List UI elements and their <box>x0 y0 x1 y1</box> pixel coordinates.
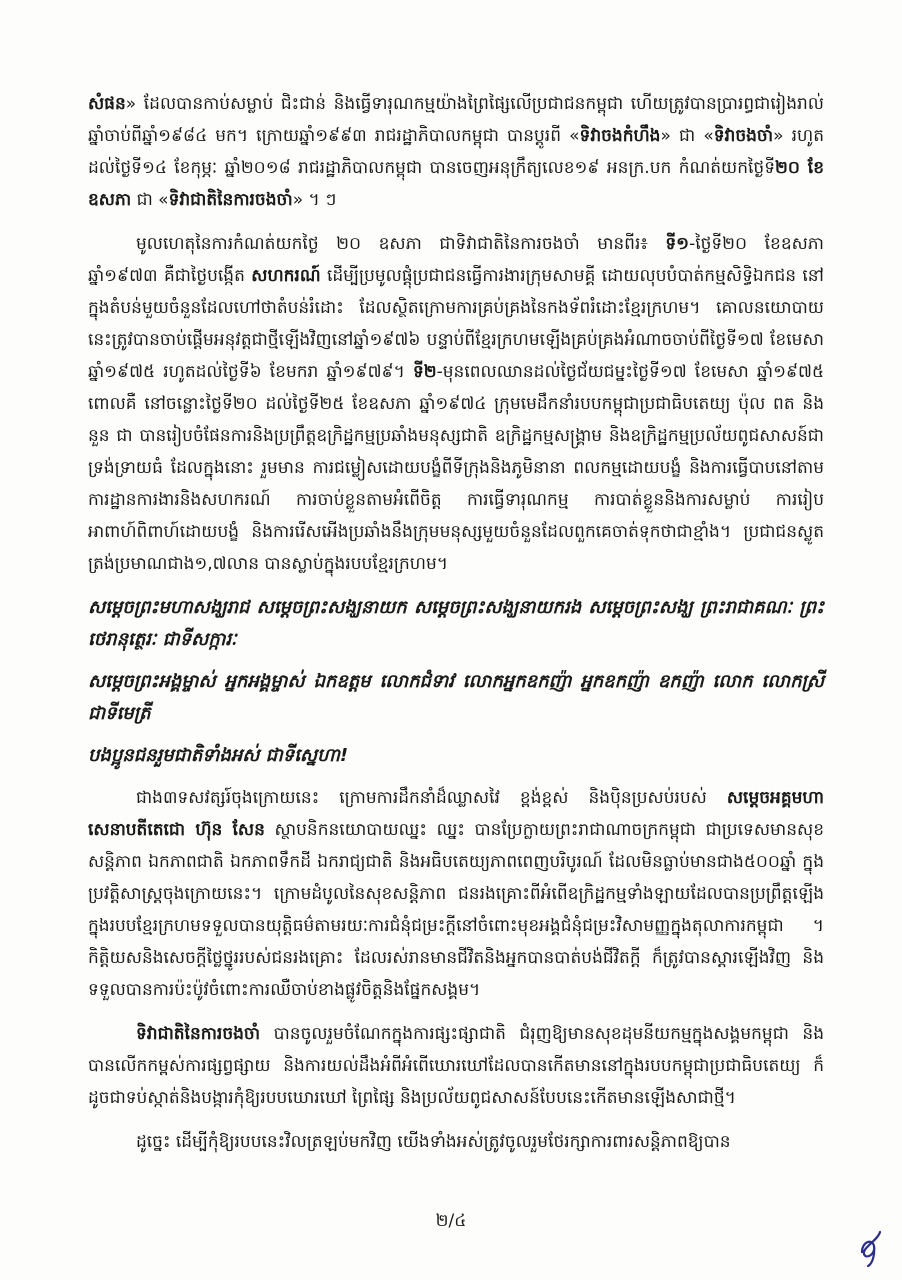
paragraph-text: » ។ ៗ <box>292 190 337 210</box>
paragraph-text: ជា « <box>131 190 169 210</box>
body-paragraph <box>88 1126 824 1158</box>
paragraph-text: » រហូតដល់ថ្ងៃទី១៤ ខែកុម្ភៈ ឆ្នាំ២០១៨ រាជរដ្ឋាភិបាលកម្ពុជា បានចេញអនុក្រឹត្យលេខ១៩ អនក្រ.បក កំណត់យកថ្ងៃទី <box>88 126 825 178</box>
emphasis-text: សម្តេចព្រះមហាសង្ឃរាជ សម្តេចព្រះសង្ឃនាយក សម្តេចព្រះសង្ឃនាយករង សម្តេចព្រះសង្ឃ ព្រះរាជាគណៈ ព្រះថេរានុត្ថេរៈ ជាទីសក្ការៈ <box>88 597 824 650</box>
emphasis-text: សំផន <box>88 94 126 114</box>
paragraph-text: ជាង៣ទសវត្សរ៍ចុងក្រោយនេះ ក្រោមការដឹកនាំដ៏ឈ្លាសវៃ ខ្ពង់ខ្ពស់ និងប៉ិនប្រសប់របស់ <box>136 788 727 808</box>
paragraph-text: មូលហេតុនៃការកំណត់យកថ្ងៃ ២០ ឧសភា ជាទិវាជាតិនៃការចងចាំ មានពីរ៖ <box>136 234 666 254</box>
emphasis-text: ទិវាចងចាំ <box>713 126 774 146</box>
signature-icon <box>856 1228 886 1268</box>
body-paragraph <box>88 782 824 1006</box>
paragraph-text: ស្ថាបនិកនយោបាយឈ្នះ ឈ្នះ បានប្រែក្លាយព្រះរាជាណាចក្រកម្ពុជា ជាប្រទេសមានសុខសន្តិភាព ឯកភាពជាតិ ឯកភាពទឹកដី ឯករាជ្យជាតិ និងអធិបតេយ្យភាពពេញបរិបូរណ៍ ដែលមិនធ្លាប់មានជាង៥០០ឆ្នាំ ក្នុងប្រវត្តិសាស្ត្រចុងក្រោយនេះ។ ក្រោមដំបូលនៃសុខសន្តិភាព ជនរងគ្រោះពីអំពើឧក្រិដ្ឋកម្មទាំងឡាយដែលបានប្រព្រឹត្តឡើងក្នុងរបបខ្មែរក្រហមទទួលបានយុត្តិធម៌តាមរយៈការជំនុំជម្រះក្តីនៅចំពោះមុខអង្គជំនុំជម្រះវិសាមញ្ញក្នុងតុលាការកម្ពុជា ។ កិត្តិយសនិងសេចក្តីថ្លៃថ្នូររបស់ជនរងគ្រោះ ដែលរស់រានមានជីវិតនិងអ្នកបានបាត់បង់ជីវិតក្តី ក៏ត្រូវបានស្តារឡើងវិញ និងទទួលបានការប៉ះប៉ូវចំពោះការឈឺចាប់ខាងផ្លូវចិត្តនិងផ្នែកសង្គម។ <box>88 820 824 1000</box>
emphasis-text: ២០ ខែឧសភា <box>88 158 824 210</box>
emphasis-text: ទិវាជាតិនៃការចងចាំ <box>168 190 293 210</box>
emphasis-text: ទី២ <box>412 362 437 382</box>
paragraph-text: ដូច្នេះ ដើម្បីកុំឱ្យរបបនេះវិលត្រឡប់មកវិញ យើងទាំងអស់ត្រូវចូលរួមថែរក្សាការពារសន្តិភាពឱ្យបាន <box>136 1132 731 1152</box>
paragraph-text: » ជា « <box>660 126 714 146</box>
emphasis-text: សហករណ៍ <box>251 266 321 286</box>
paragraph-text: -មុនពេលឈានដល់ថ្ងៃជ័យជម្នះថ្ងៃទី១៧ ខែមេសា ឆ្នាំ១៩៧៥ ពោលគឺ នៅចន្លោះថ្ងៃទី២០ ដល់ថ្ងៃទី២៥ ខែឧសភា ឆ្នាំ១៩៧៤ ក្រុមមេដឹកនាំរបបកម្ពុជាប្រជាធិបតេយ្យ ប៉ុល ពត និង នួន ជា បានរៀបចំផែនការនិងប្រព្រឹត្តឧក្រិដ្ឋកម្មប្រឆាំងមនុស្សជាតិ ឧក្រិដ្ឋកម្មសង្គ្រាម និងឧក្រិដ្ឋកម្មប្រល័យពូជសាសន៍ជាទ្រង់ទ្រាយធំ ដែលក្នុងនោះ រួមមាន ការជម្លៀសដោយបង្ខំពីទីក្រុងនិងភូមិនានា ពលកម្មដោយបង្ខំ និងការធ្វើបាបនៅតាមការដ្ឋានការងារនិងសហករណ៍ ការចាប់ខ្លួនតាមអំពើចិត្ត ការធ្វើទារុណកម្ម ការបាត់ខ្លួននិងការសម្លាប់ ការរៀបអាពាហ៍ពិពាហ៍ដោយបង្ខំ និងការរើសអើងប្រឆាំងនឹងក្រុមមនុស្សមួយចំនួនដែលពួកគេចាត់ទុកថាជាខ្មាំង។ ប្រជាជនស្លូតត្រង់ប្រមាណជាង១,៧លាន បានស្លាប់ក្នុងរបបខ្មែរក្រហម។ <box>88 362 824 574</box>
paragraph-text: ដើម្បីប្រមូលផ្តុំប្រជាជនធ្វើការងារក្រុមសាមគ្គី ដោយលុបបំបាត់កម្មសិទ្ធិឯកជន នៅក្នុងតំបន់មួយចំនួនដែលហៅថាតំបន់រំដោះ ដែលស្ថិតក្រោមការគ្រប់គ្រងនៃកងទ័ពរំដោះខ្មែរក្រហម។ គោលនយោបាយនេះត្រូវបានចាប់ផ្តើមអនុវត្តជាថ្មីឡើងវិញនៅឆ្នាំ១៩៧៦ បន្ទាប់ពីខ្មែរក្រហមឡើងគ្រប់គ្រងអំណាចចាប់ពីថ្ងៃទី១៧ ខែមេសា ឆ្នាំ១៩៧៥ រហូតដល់ថ្ងៃទី៦ ខែមករា ឆ្នាំ១៩៧៩។ <box>88 266 824 382</box>
emphasis-text: ទី១ <box>665 234 690 254</box>
paragraph-text: » ដែលបានកាប់សម្លាប់ ជិះជាន់ និងធ្វើទារុណកម្មយ៉ាងព្រៃផ្សៃលើប្រជាជនកម្ពុជា ហើយត្រូវបានប្រារព្ធជារៀងរាល់ឆ្នាំចាប់ពីឆ្នាំ១៩៨៤ មក។ ក្រោយឆ្នាំ១៩៩៣ រាជរដ្ឋាភិបាលកម្ពុជា បានប្តូរពី « <box>88 94 824 146</box>
emphasis-text: ទិវាចងកំហឹង <box>579 126 661 146</box>
paragraph-text: -ថ្ងៃទី២០ ខែឧសភា ឆ្នាំ១៩៧៣ គឺជាថ្ងៃបង្កើត <box>88 234 824 286</box>
emphasis-text: សម្តេចព្រះអង្គម្ចាស់ អ្នកអង្គម្ចាស់ ឯកឧត្តម លោកជំទាវ លោកអ្នកឧកញ៉ា អ្នកឧកញ៉ា ឧកញ៉ា លោក លោកស្រី ជាទីមេត្រី <box>88 671 824 724</box>
salutation-line <box>88 666 824 730</box>
salutation-line <box>88 592 824 656</box>
body-paragraph <box>88 1018 824 1114</box>
paragraph-text: បានចូលរួមចំណែកក្នុងការផ្សះផ្សាជាតិ ជំរុញឱ្យមានសុខដុមនីយកម្មក្នុងសង្គមកម្ពុជា និងបានលើកកម្ពស់ការផ្សព្វផ្សាយ និងការយល់ដឹងអំពីអំពើឃោរឃៅដែលបានកើតមាននៅក្នុងរបបកម្ពុជាប្រជាធិបតេយ្យ ក៏ដូចជាទប់ស្កាត់និងបង្ការកុំឱ្យរបបឃោរឃៅ ព្រៃផ្សៃ និងប្រល័យពូជសាសន៍បែបនេះកើតមានឡើងសាជាថ្មី។ <box>88 1024 824 1108</box>
body-paragraph <box>88 228 824 580</box>
emphasis-text: បងប្អូនជនរួមជាតិទាំងអស់ ជាទីស្នេហា! <box>88 745 349 766</box>
emphasis-text: ទិវាជាតិនៃការចងចាំ <box>136 1024 261 1044</box>
salutation-line <box>88 740 824 772</box>
page-number: ២/៤ <box>435 1211 467 1231</box>
body-paragraph <box>88 88 824 216</box>
emphasis-text: សម្តេចអគ្គមហាសេនាបតីតេជោ ហ៊ុន សែន <box>88 788 824 840</box>
document-body <box>88 88 824 1170</box>
